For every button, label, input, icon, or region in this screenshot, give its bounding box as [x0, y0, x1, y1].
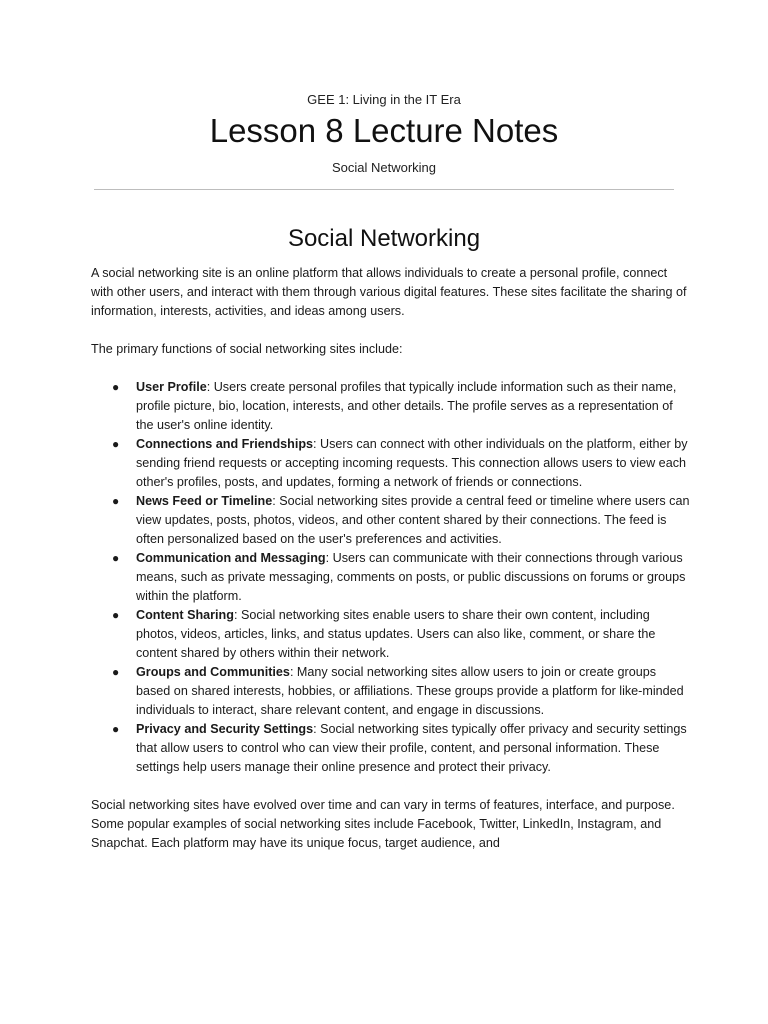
header-divider — [94, 189, 674, 190]
list-item-text: : Social networking sites enable users to share their own content, including photos, videos, articles, links, and status updates. Users can also like, comment, or share the content shared by others within their network. — [136, 608, 656, 660]
list-item-term: Connections and Friendships — [136, 437, 314, 451]
list-item — [91, 663, 691, 720]
closing-paragraph: Social networking sites have evolved over time and can vary in terms of features, interface, and purpose. Some popular examples of social networking sites include Facebook, Twitter, LinkedIn, Instagram, and Snapchat. Each platform may have its unique focus, target audience, and — [91, 798, 675, 850]
bullet-icon: ● — [112, 608, 120, 622]
bullet-icon: ● — [112, 722, 120, 736]
list-item-text: : Social networking sites typically offer privacy and security settings that allow users to control who can view their profile, content, and personal information. These settings help users manage their online presence and protect their privacy. — [136, 722, 687, 774]
list-item — [91, 606, 691, 663]
list-item — [91, 720, 691, 777]
bullet-icon: ● — [112, 665, 120, 679]
functions-list — [91, 378, 691, 777]
list-item-term: User Profile — [136, 380, 207, 394]
list-item-term: Communication and Messaging — [136, 551, 326, 565]
bullet-icon: ● — [112, 380, 120, 394]
list-item-text: : Users create personal profiles that typically include information such as their name, profile picture, bio, location, interests, and other details. The profile serves as a representation of the user's online identity. — [136, 380, 677, 432]
bullet-icon: ● — [112, 551, 120, 565]
course-title: GEE 1: Living in the IT Era — [307, 92, 461, 107]
list-item-term: Content Sharing — [136, 608, 234, 622]
list-item-term: Privacy and Security Settings — [136, 722, 314, 736]
section-heading: Social Networking — [287, 225, 481, 252]
bullet-icon: ● — [112, 437, 120, 451]
list-item-text: : Users can connect with other individuals on the platform, either by sending friend requests or accepting incoming requests. This connection allows users to view each other's profiles, posts, and updates, forming a network of friends or connections. — [136, 437, 688, 489]
list-item-text: : Users can communicate with their connections through various means, such as private messaging, comments on posts, or public discussions on forums or groups within the platform. — [136, 551, 686, 603]
section-body — [91, 264, 691, 853]
list-item-text: : Many social networking sites allow users to join or create groups based on shared interests, hobbies, or affiliations. These groups provide a platform for like-minded individuals to interact, share relevant content, and engage in discussions. — [136, 665, 684, 717]
intro-paragraph: A social networking site is an online platform that allows individuals to create a personal profile, connect with other users, and interact with them through various digital features. These sites facilitate the sharing of information, interests, activities, and ideas among users. — [91, 266, 687, 318]
list-item — [91, 549, 691, 606]
list-item-term: News Feed or Timeline — [136, 494, 273, 508]
list-item — [91, 378, 691, 435]
list-item — [91, 435, 691, 492]
functions-intro: The primary functions of social networking sites include: — [91, 342, 403, 356]
list-item-term: Groups and Communities — [136, 665, 290, 679]
bullet-icon: ● — [112, 494, 120, 508]
list-item — [91, 492, 691, 549]
page-subtitle: Social Networking — [331, 160, 437, 175]
page-title: Lesson 8 Lecture Notes — [209, 112, 559, 149]
list-item-text: : Social networking sites provide a central feed or timeline where users can view updates, posts, photos, videos, and other content shared by their connections. The feed is often personalized based on the user's preferences and activities. — [136, 494, 690, 546]
